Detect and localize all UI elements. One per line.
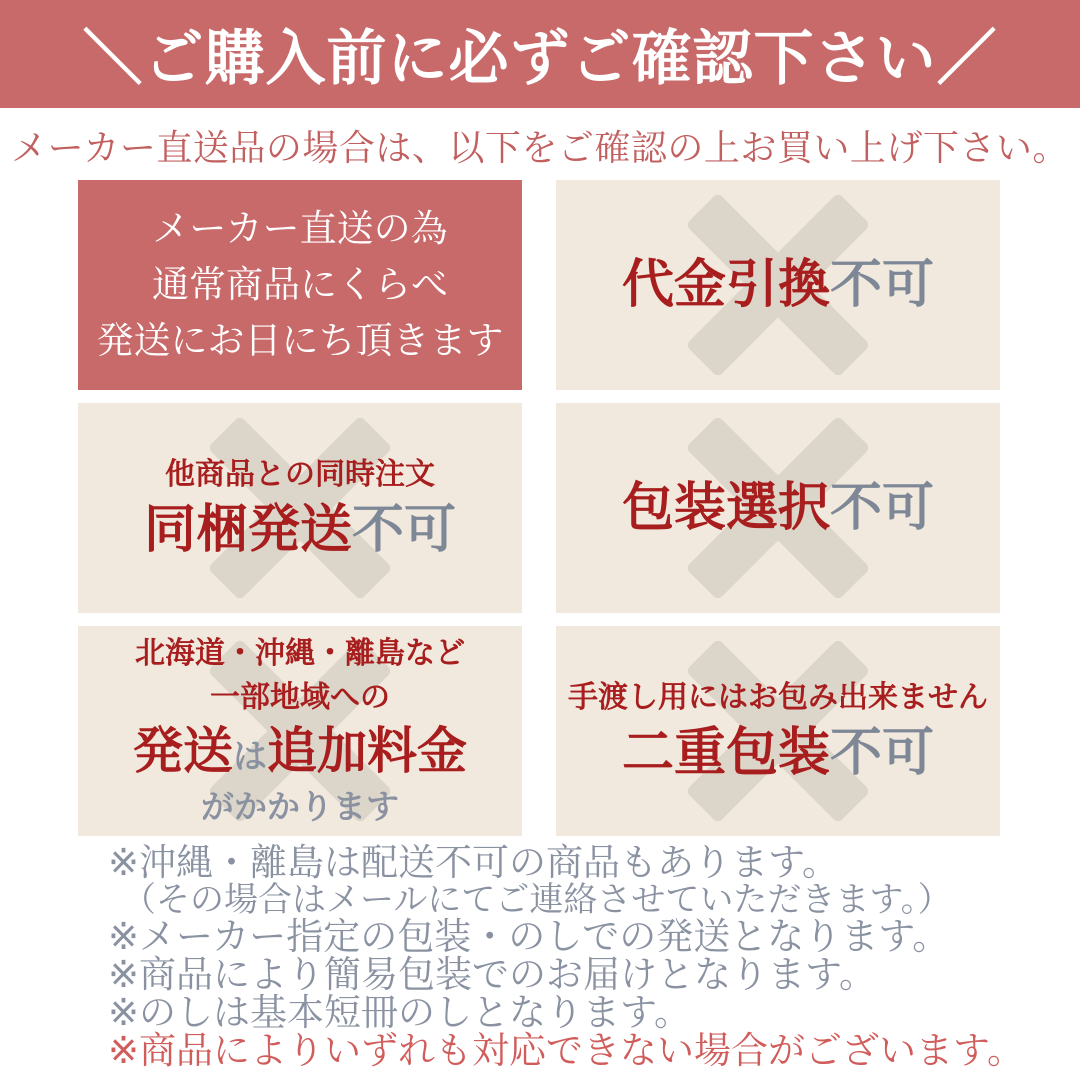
footnote-maker-wrapping: ※メーカー指定の包装・のしでの発送となります。 <box>108 915 950 958</box>
box-remote-area-fee <box>78 626 522 836</box>
subtitle-text: メーカー直送品の場合は、以下をご確認の上お買い上げ下さい。 <box>11 128 1069 169</box>
direct-shipping-text <box>97 201 504 369</box>
bundle-label-gray: 不可 <box>352 500 457 560</box>
box-double-wrapping-unavailable <box>556 626 1000 836</box>
double-wrap-label-gray: 不可 <box>830 723 935 783</box>
cod-text <box>622 254 934 316</box>
bundle-label-red: 同梱発送 <box>143 500 352 560</box>
footnotes <box>108 841 1025 1072</box>
notice-grid <box>78 180 1000 836</box>
wrapping-choice-label <box>622 477 934 539</box>
remote-fee-label <box>133 722 467 786</box>
cod-label-red: 代金引換 <box>621 255 830 315</box>
double-wrap-sub-line: 手渡し用にはお包み出来ません <box>568 680 988 715</box>
remote-fee-label-red-2: 追加料金 <box>267 722 467 780</box>
cod-label-gray: 不可 <box>830 255 935 315</box>
remote-fee-sub-line-1: 北海道・沖縄・離島など <box>135 636 465 671</box>
double-wrap-label <box>568 722 988 784</box>
wrapping-choice-label-gray: 不可 <box>830 478 935 538</box>
footnote-okinawa-delivery: ※沖縄・離島は配送不可の商品もあります。 <box>108 841 840 884</box>
box-cod-unavailable <box>556 180 1000 390</box>
direct-shipping-line-2: 通常商品にくらべ <box>152 263 448 306</box>
direct-shipping-line-1: メーカー直送の為 <box>152 207 448 250</box>
footnote-noshi-type: ※のしは基本短冊のしとなります。 <box>108 991 692 1034</box>
double-wrap-text <box>568 678 988 784</box>
remote-fee-sub-line-2: 一部地域への <box>210 680 390 715</box>
remote-fee-label-red-1: 発送 <box>133 722 233 780</box>
footnote-not-supported: ※商品によりいずれも対応できない場合がございます。 <box>108 1029 1025 1072</box>
bundle-label <box>144 499 456 561</box>
header-banner <box>0 0 1080 108</box>
bundle-sub-line: 他商品との同時注文 <box>165 457 435 492</box>
bundle-text <box>144 455 456 561</box>
page-title: ＼ご購入前に必ずご確認下さい／ <box>82 24 998 94</box>
wrapping-choice-label-red: 包装選択 <box>621 478 830 538</box>
box-bundle-shipping-unavailable <box>78 403 522 613</box>
box-direct-shipping-notice <box>78 180 522 390</box>
double-wrap-label-red: 二重包装 <box>621 723 830 783</box>
remote-fee-label-gray-mid: は <box>233 737 267 777</box>
box-wrapping-choice-unavailable <box>556 403 1000 613</box>
footnote-simple-wrapping: ※商品により簡易包装でのお届けとなります。 <box>108 953 877 996</box>
remote-fee-label-gray-bottom: がかかります <box>201 787 399 826</box>
wrapping-choice-text <box>622 477 934 539</box>
direct-shipping-line-3: 発送にお日にち頂きます <box>96 319 504 362</box>
cod-label <box>622 254 934 316</box>
footnote-email-contact: （その場合はメールにてご連絡させていただきます。） <box>122 880 952 920</box>
remote-fee-text <box>133 634 467 828</box>
